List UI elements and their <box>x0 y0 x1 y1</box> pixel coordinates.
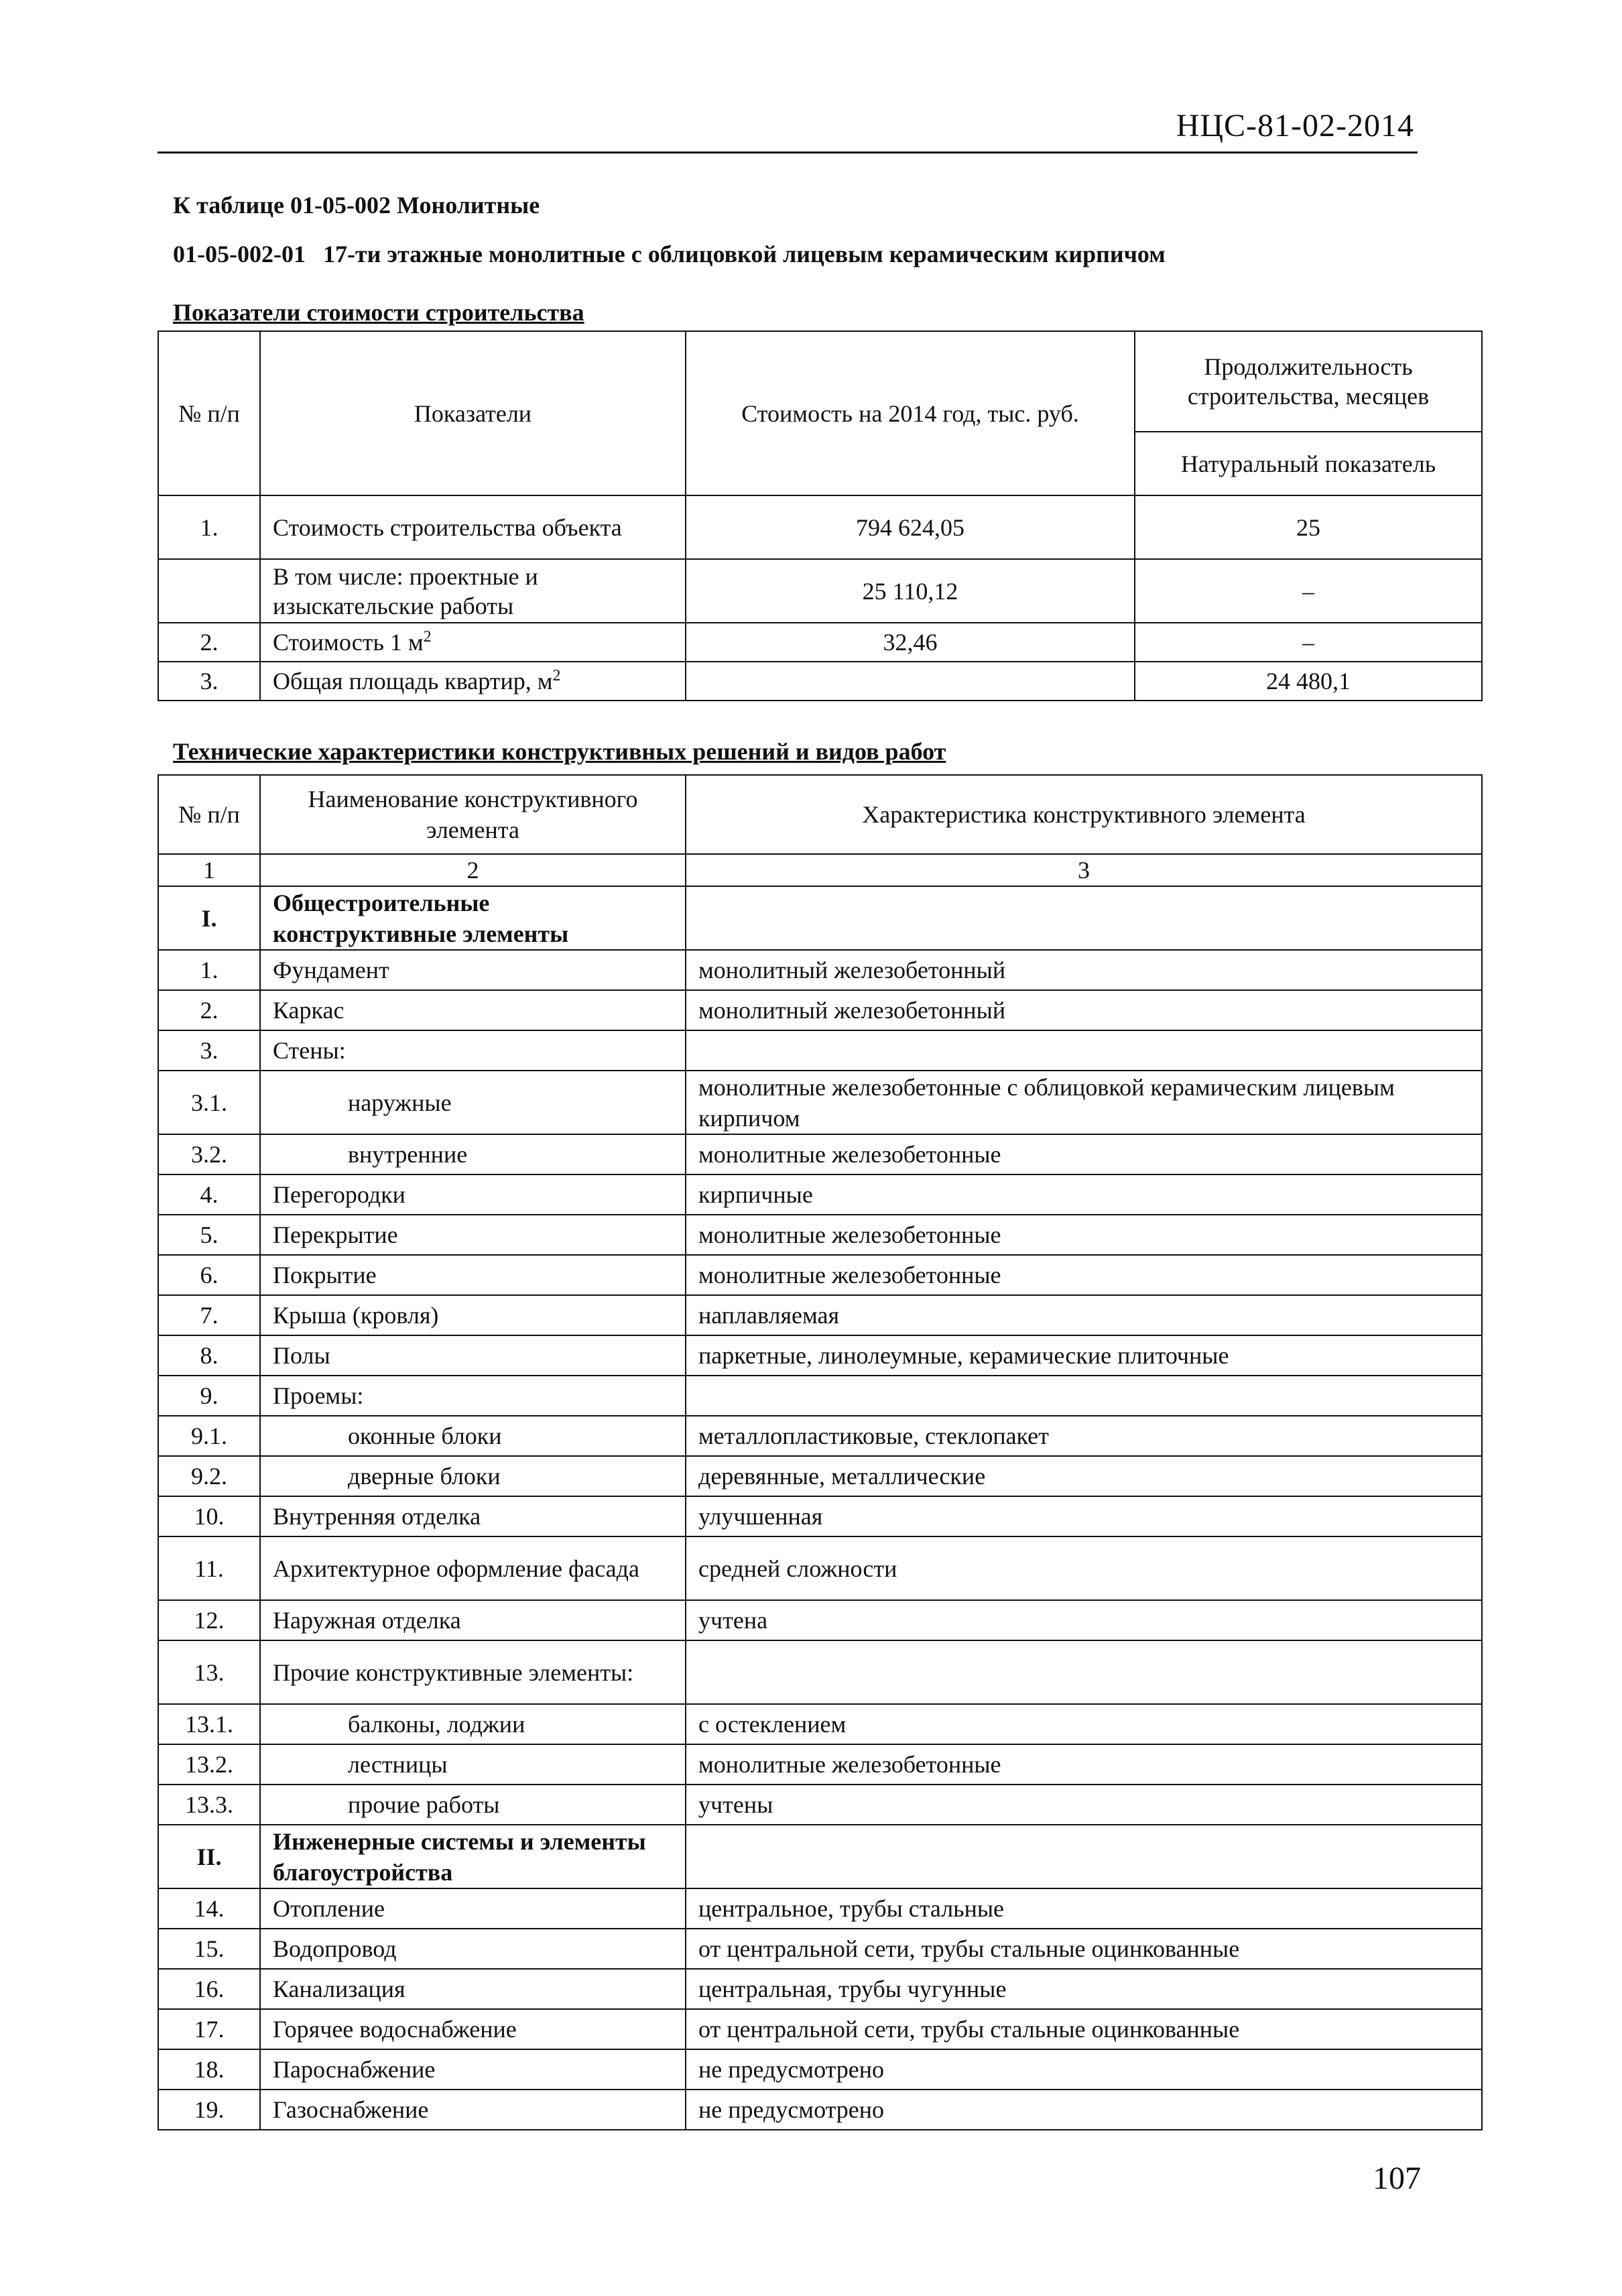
row-num: 2. <box>158 990 260 1030</box>
row-name: Канализация <box>260 1969 686 2009</box>
section-heading: Общестроительные конструктивные элементы <box>260 886 686 950</box>
row-name: внутренние <box>260 1134 686 1174</box>
table-row <box>158 1929 1482 1969</box>
row-name: Покрытие <box>260 1255 686 1295</box>
row-characteristic <box>686 886 1482 950</box>
row-characteristic: монолитные железобетонные <box>686 1134 1482 1174</box>
cost-col-duration-header: Продолжительность строительства, месяцев <box>1135 331 1482 432</box>
row-name: Прочие конструктивные элементы: <box>260 1640 686 1704</box>
row-cost: 32,46 <box>686 623 1135 662</box>
row-name: дверные блоки <box>260 1456 686 1496</box>
row-name: Перегородки <box>260 1174 686 1215</box>
row-characteristic: учтена <box>686 1600 1482 1640</box>
row-value: 25 <box>1135 495 1482 559</box>
row-characteristic: металлопластиковые, стеклопакет <box>686 1416 1482 1456</box>
table-row <box>158 2009 1482 2049</box>
superscript: 2 <box>552 667 561 684</box>
row-num: 12. <box>158 1600 260 1640</box>
row-characteristic: с остеклением <box>686 1704 1482 1744</box>
row-num: II. <box>158 1825 260 1888</box>
row-num: 9.1. <box>158 1416 260 1456</box>
row-name: Перекрытие <box>260 1215 686 1255</box>
row-num: 3.2. <box>158 1134 260 1174</box>
page-number: 107 <box>1373 2161 1421 2196</box>
table-row <box>158 1969 1482 2009</box>
row-name: балконы, лоджии <box>260 1704 686 1744</box>
row-name: Стены: <box>260 1030 686 1071</box>
row-name: Полы <box>260 1335 686 1376</box>
tech-table-body <box>158 886 1482 2130</box>
header-divider <box>158 152 1418 154</box>
item-title: 17-ти этажные монолитные с облицовкой лицевым керамическим кирпичом <box>322 241 1166 267</box>
row-cost: 794 624,05 <box>686 495 1135 559</box>
row-name: Горячее водоснабжение <box>260 2009 686 2049</box>
row-name <box>260 623 686 662</box>
row-name: Внутренняя отделка <box>260 1496 686 1536</box>
table-row <box>158 495 1482 559</box>
table-row <box>158 623 1482 662</box>
row-cost <box>686 662 1135 701</box>
row-name: Архитектурное оформление фасада <box>260 1536 686 1600</box>
table-row <box>158 1030 1482 1071</box>
cost-indicators-table <box>158 330 1483 701</box>
row-name: Отопление <box>260 1888 686 1929</box>
table-row <box>158 1704 1482 1744</box>
table-row <box>158 1600 1482 1640</box>
row-num: 1. <box>158 950 260 990</box>
row-characteristic: деревянные, металлические <box>686 1456 1482 1496</box>
row-num: 11. <box>158 1536 260 1600</box>
row-num: 16. <box>158 1969 260 2009</box>
row-characteristic <box>686 1640 1482 1704</box>
superscript: 2 <box>423 628 432 646</box>
row-characteristic: от центральной сети, трубы стальные оцинкованные <box>686 2009 1482 2049</box>
row-name: лестницы <box>260 1744 686 1785</box>
row-num: 13. <box>158 1640 260 1704</box>
row-name-text: Общая площадь квартир, м <box>273 668 553 694</box>
row-num: 18. <box>158 2049 260 2090</box>
table-row <box>158 1174 1482 1215</box>
table-row <box>158 1215 1482 1255</box>
column-index: 3 <box>686 854 1482 886</box>
row-num: 3.1. <box>158 1071 260 1134</box>
row-name: наружные <box>260 1071 686 1134</box>
table-row <box>158 1134 1482 1174</box>
row-num: 14. <box>158 1888 260 1929</box>
table-row <box>158 1496 1482 1536</box>
tech-col-char-header: Характеристика конструктивного элемента <box>686 775 1482 854</box>
row-name: В том числе: проектные и изыскательские работы <box>260 559 686 623</box>
tech-col-name-header: Наименование конструктивного элемента <box>260 775 686 854</box>
table-row <box>158 1295 1482 1335</box>
row-name: Проемы: <box>260 1376 686 1416</box>
row-characteristic <box>686 1376 1482 1416</box>
table-row <box>158 1335 1482 1376</box>
row-num: 6. <box>158 1255 260 1295</box>
row-value: – <box>1135 559 1482 623</box>
table-row <box>158 662 1482 701</box>
table-row <box>158 1416 1482 1456</box>
row-num: 8. <box>158 1335 260 1376</box>
row-characteristic: монолитные железобетонные с облицовкой керамическим лицевым кирпичом <box>686 1071 1482 1134</box>
row-value: 24 480,1 <box>1135 662 1482 701</box>
table-row <box>158 1255 1482 1295</box>
row-characteristic <box>686 1825 1482 1888</box>
row-characteristic: центральное, трубы стальные <box>686 1888 1482 1929</box>
row-name: Крыша (кровля) <box>260 1295 686 1335</box>
row-num: I. <box>158 886 260 950</box>
row-name: прочие работы <box>260 1785 686 1825</box>
row-num: 13.3. <box>158 1785 260 1825</box>
row-num: 9.2. <box>158 1456 260 1496</box>
row-name <box>260 662 686 701</box>
row-characteristic: монолитные железобетонные <box>686 1255 1482 1295</box>
technical-characteristics-table <box>158 774 1483 2130</box>
row-num <box>158 559 260 623</box>
table-row <box>158 886 1482 950</box>
row-characteristic: монолитные железобетонные <box>686 1744 1482 1785</box>
table-row <box>158 2090 1482 2130</box>
tech-col-num-header: № п/п <box>158 775 260 854</box>
row-name-text: Стоимость 1 м <box>273 629 424 656</box>
document-code: НЦС-81-02-2014 <box>1176 108 1414 143</box>
row-characteristic: не предусмотрено <box>686 2049 1482 2090</box>
table-row <box>158 1744 1482 1785</box>
row-characteristic: паркетные, линолеумные, керамические плиточные <box>686 1335 1482 1376</box>
row-characteristic: от центральной сети, трубы стальные оцинкованные <box>686 1929 1482 1969</box>
table-row <box>158 559 1482 623</box>
row-num: 4. <box>158 1174 260 1215</box>
row-name: Водопровод <box>260 1929 686 1969</box>
row-num: 15. <box>158 1929 260 1969</box>
table-row <box>158 1376 1482 1416</box>
row-characteristic <box>686 1030 1482 1071</box>
row-name: Пароснабжение <box>260 2049 686 2090</box>
row-num: 10. <box>158 1496 260 1536</box>
row-num: 13.2. <box>158 1744 260 1785</box>
row-characteristic: кирпичные <box>686 1174 1482 1215</box>
cost-col-num-header: № п/п <box>158 331 260 495</box>
row-value: – <box>1135 623 1482 662</box>
row-name: Газоснабжение <box>260 2090 686 2130</box>
table-row <box>158 1071 1482 1134</box>
table-row <box>158 1536 1482 1600</box>
row-characteristic: средней сложности <box>686 1536 1482 1600</box>
row-num: 7. <box>158 1295 260 1335</box>
cost-col-natural-header: Натуральный показатель <box>1135 432 1482 495</box>
table-row <box>158 1785 1482 1825</box>
row-characteristic: улучшенная <box>686 1496 1482 1536</box>
row-name: оконные блоки <box>260 1416 686 1456</box>
row-characteristic: центральная, трубы чугунные <box>686 1969 1482 2009</box>
row-name: Каркас <box>260 990 686 1030</box>
row-num: 3. <box>158 1030 260 1071</box>
row-characteristic: учтены <box>686 1785 1482 1825</box>
row-characteristic: монолитные железобетонные <box>686 1215 1482 1255</box>
row-num: 2. <box>158 623 260 662</box>
cost-col-cost-header: Стоимость на 2014 год, тыс. руб. <box>686 331 1135 495</box>
row-cost: 25 110,12 <box>686 559 1135 623</box>
row-characteristic: монолитный железобетонный <box>686 990 1482 1030</box>
table-row <box>158 2049 1482 2090</box>
tech-table-title: Технические характеристики конструктивных решений и видов работ <box>173 738 946 765</box>
row-name: Наружная отделка <box>260 1600 686 1640</box>
table-row <box>158 950 1482 990</box>
column-index: 2 <box>260 854 686 886</box>
table-row <box>158 990 1482 1030</box>
row-num: 5. <box>158 1215 260 1255</box>
table-row <box>158 1888 1482 1929</box>
table-reference-heading: К таблице 01-05-002 Монолитные <box>173 192 540 219</box>
cost-col-indicator-header: Показатели <box>260 331 686 495</box>
row-characteristic: не предусмотрено <box>686 2090 1482 2130</box>
table-row <box>158 1456 1482 1496</box>
row-name: Стоимость строительства объекта <box>260 495 686 559</box>
row-num: 13.1. <box>158 1704 260 1744</box>
row-characteristic: наплавляемая <box>686 1295 1482 1335</box>
row-num: 19. <box>158 2090 260 2130</box>
row-characteristic: монолитный железобетонный <box>686 950 1482 990</box>
table-row <box>158 1640 1482 1704</box>
table-row <box>158 1825 1482 1888</box>
row-num: 9. <box>158 1376 260 1416</box>
row-name: Фундамент <box>260 950 686 990</box>
row-num: 17. <box>158 2009 260 2049</box>
section-heading: Инженерные системы и элементы благоустройства <box>260 1825 686 1888</box>
row-num: 3. <box>158 662 260 701</box>
cost-table-title: Показатели стоимости строительства <box>173 299 584 326</box>
column-index: 1 <box>158 854 260 886</box>
row-num: 1. <box>158 495 260 559</box>
item-heading <box>173 240 1166 268</box>
item-code: 01-05-002-01 <box>173 241 306 267</box>
